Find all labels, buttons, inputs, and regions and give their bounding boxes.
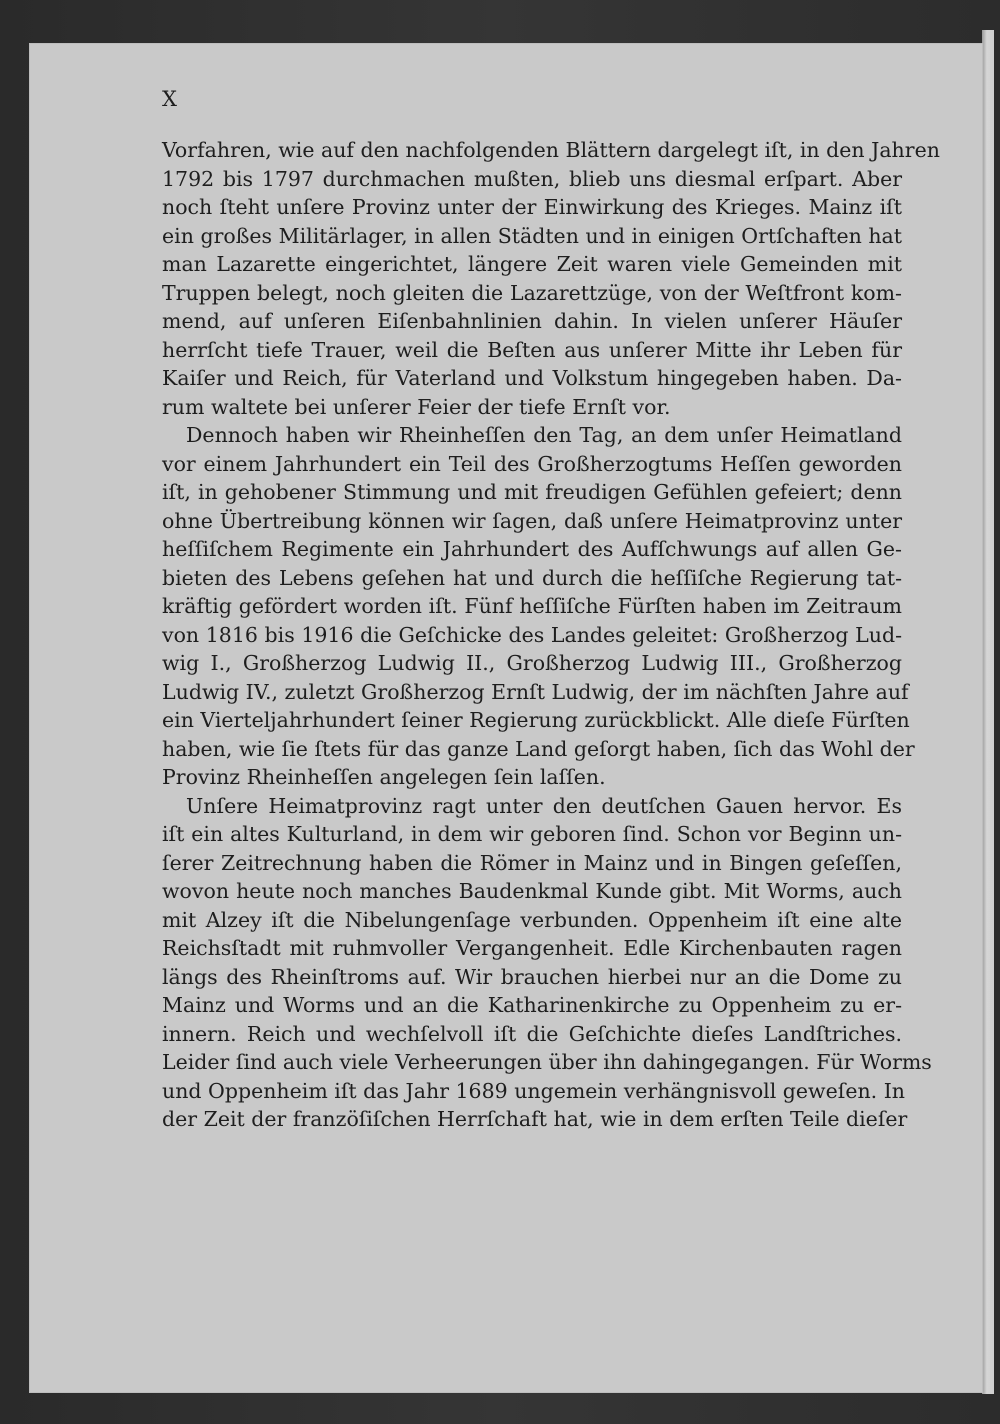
paragraph-3 bbox=[162, 792, 932, 1134]
text-line: 1792 bis 1797 durchmachen mußten, blieb uns diesmal erſpart. Aber bbox=[162, 166, 902, 191]
text-line: Vorfahren, wie auf den nachfolgenden Blättern dargelegt iſt, in den Jahren bbox=[162, 138, 940, 162]
paragraph-2 bbox=[162, 421, 915, 792]
text-line: ein großes Militärlager, in allen Städten und in einigen Ortſchaften hat bbox=[162, 223, 902, 248]
page-number: X bbox=[162, 87, 177, 111]
text-line: Provinz Rheinheſſen angelegen ſein laſſen. bbox=[162, 765, 606, 789]
text-line: kräftig gefördert worden iſt. Fünf heſſiſche Fürſten haben im Zeitraum bbox=[162, 594, 902, 618]
text-line: ohne Übertreibung können wir ſagen, daß unſere Heimatprovinz unter bbox=[162, 508, 902, 533]
page-content bbox=[162, 84, 940, 1134]
text-line: Unſere Heimatprovinz ragt unter den deutſchen Gauen hervor. Es bbox=[186, 793, 902, 818]
text-line: noch ſteht unſere Provinz unter der Einwirkung des Krieges. Mainz iſt bbox=[162, 195, 902, 219]
text-line: Reichsſtadt mit ruhmvoller Vergangenheit. Edle Kirchenbauten ragen bbox=[162, 936, 902, 960]
text-line: rum waltete bei unſerer Feier der tiefe Ernſt vor. bbox=[162, 394, 671, 419]
text-line: herrſcht tiefe Trauer, weil die Beſten aus unſerer Mitte ihr Leben für bbox=[162, 337, 902, 362]
text-line: von 1816 bis 1916 die Geſchicke des Landes geleitet: Großherzog Lud- bbox=[162, 622, 902, 647]
text-line: Leider ſind auch viele Verheerungen über ihn dahingegangen. Für Worms bbox=[162, 1050, 932, 1074]
text-line: heſſiſchem Regimente ein Jahrhundert des Aufſchwungs auf allen Ge- bbox=[162, 537, 902, 561]
text-line: der Zeit der franzöſiſchen Herrſchaft hat, wie in dem erſten Teile dieſer bbox=[162, 1107, 908, 1131]
paragraph-1 bbox=[162, 136, 940, 421]
text-line: vor einem Jahrhundert ein Teil des Großherzogtums Heſſen geworden bbox=[162, 451, 902, 476]
text-line: Mainz und Worms und an die Katharinenkirche zu Oppenheim zu er- bbox=[162, 993, 902, 1017]
text-line: Ludwig IV., zuletzt Großherzog Ernſt Ludwig, der im nächſten Jahre auf bbox=[162, 679, 909, 704]
text-line: Kaiſer und Reich, für Vaterland und Volkstum hingegeben haben. Da- bbox=[162, 366, 902, 390]
text-line: Dennoch haben wir Rheinheſſen den Tag, an dem unſer Heimatland bbox=[186, 423, 902, 447]
text-line: innern. Reich und wechſelvoll iſt die Geſchichte dieſes Landſtriches. bbox=[162, 1021, 902, 1046]
text-line: ein Vierteljahrhundert ſeiner Regierung zurückblickt. Alle dieſe Fürſten bbox=[162, 708, 910, 732]
text-line: mit Alzey iſt die Nibelungenſage verbunden. Oppenheim iſt eine alte bbox=[162, 907, 902, 932]
text-line: ſerer Zeitrechnung haben die Römer in Mainz und in Bingen geſeſſen, bbox=[162, 850, 902, 875]
text-line: haben, wie ſie ſtets für das ganze Land geſorgt haben, ſich das Wohl der bbox=[162, 736, 915, 761]
text-line: wovon heute noch manches Baudenkmal Kunde gibt. Mit Worms, auch bbox=[162, 879, 902, 903]
text-line: und Oppenheim iſt das Jahr 1689 ungemein verhängnisvoll geweſen. In bbox=[162, 1078, 905, 1103]
text-line: bieten des Lebens geſehen hat und durch die heſſiſche Regierung tat- bbox=[162, 565, 902, 590]
page-edge bbox=[982, 30, 994, 1394]
text-line: Truppen belegt, noch gleiten die Lazarettzüge, von der Weſtfront kom- bbox=[162, 280, 902, 305]
text-line: mend, auf unſeren Eiſenbahnlinien dahin. In vielen unſerer Häuſer bbox=[162, 309, 902, 333]
text-line: wig I., Großherzog Ludwig II., Großherzog Ludwig III., Großherzog bbox=[162, 651, 902, 675]
text-line: iſt, in gehobener Stimmung und mit freudigen Gefühlen gefeiert; denn bbox=[162, 480, 902, 504]
text-line: längs des Rheinſtroms auf. Wir brauchen hierbei nur an die Dome zu bbox=[162, 964, 902, 989]
text-line: iſt ein altes Kulturland, in dem wir geboren ſind. Schon vor Beginn un- bbox=[162, 822, 902, 846]
text-line: man Lazarette eingerichtet, längere Zeit waren viele Gemeinden mit bbox=[162, 252, 902, 276]
